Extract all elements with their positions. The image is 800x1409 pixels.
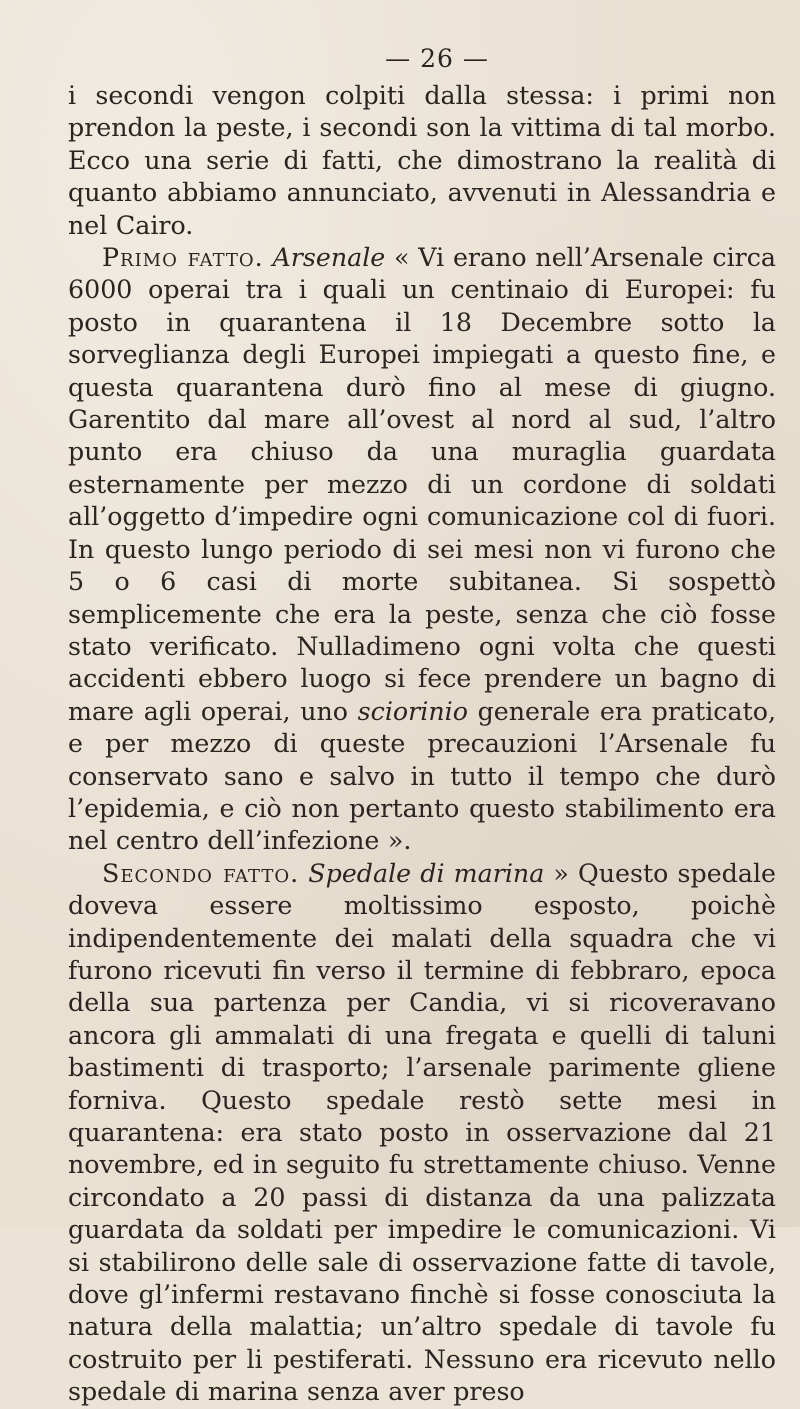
section-label: Primo fatto. xyxy=(102,243,264,273)
paragraph-text: « Vi erano nell’Arsenale circa 6000 operai tra i quali un centinaio di Europei: fu posto in quarantena il 18 Decembre sotto la sorveglianza degli Europei impiegati a questo fine, e questa quarantena durò fino al mese di giugno. Garentito dal mare all’ovest al nord al sud, l’altro punto era chiuso da una muraglia guardata esternamente per mezzo di un cordone di soldati all’oggetto d’impedire ogni comunicazione col di fuori. In questo lungo periodo di sei mesi non vi furono che 5 o 6 casi di morte subitanea. Si sospettò semplicemente che era la peste, senza che ciò fosse stato verificato. Nulladimeno ogni volta che questi accidenti ebbero luogo si fece prendere un bagno di mare agli operai, uno xyxy=(68,243,777,726)
page-number: — 26 — xyxy=(385,44,489,73)
paragraph-secondo-fatto xyxy=(68,858,776,1409)
section-title: Spedale di marina xyxy=(308,858,545,888)
paragraph-primo-fatto xyxy=(68,242,776,858)
italic-word: sciorinio xyxy=(357,696,468,726)
body-text xyxy=(68,80,776,1409)
paragraph-continuation: i secondi vengon colpiti dalla stessa: i primi non prendon la peste, i secondi son la vittima di tal morbo. Ecco una serie di fatti, che dimostrano la realità di quanto abbiamo annunciato, avvenuti in Alessandria e nel Cairo. xyxy=(68,81,776,240)
paragraph-text-end: generale era praticato, e per mezzo di queste precauzioni l’Arsenale fu conservato sano e salvo in tutto il tempo che durò l’epidemia, e ciò non pertanto questo stabilimento era nel centro dell’infezione ». xyxy=(68,696,776,856)
paragraph-text: » Questo spedale doveva essere moltissimo esposto, poichè indipendentemente dei malati della squadra che vi furono ricevuti fin verso il termine di febbraro, epoca della sua partenza per Candia, vi si ricoveravano ancora gli ammalati di una fregata e quelli di taluni bastimenti di trasporto; l’arsenale parimente gliene forniva. Questo spedale restò sette mesi in quarantena: era stato posto in osservazione dal 21 novembre, ed in seguito fu strettamente chiuso. Venne circondato a 20 passi di distanza da una palizzata guardata da soldati per impedire le comunicazioni. Vi si stabilirono delle sale di osservazione fatte di tavole, dove gl’infermi restavano finchè si fosse conosciuta la natura della malattia; un’altro spedale di tavole fu costruito per li pestiferati. Nessuno era ricevuto nello spedale di marina senza aver preso xyxy=(68,858,777,1407)
section-label: Secondo fatto. xyxy=(102,858,300,888)
section-title: Arsenale xyxy=(272,243,386,273)
